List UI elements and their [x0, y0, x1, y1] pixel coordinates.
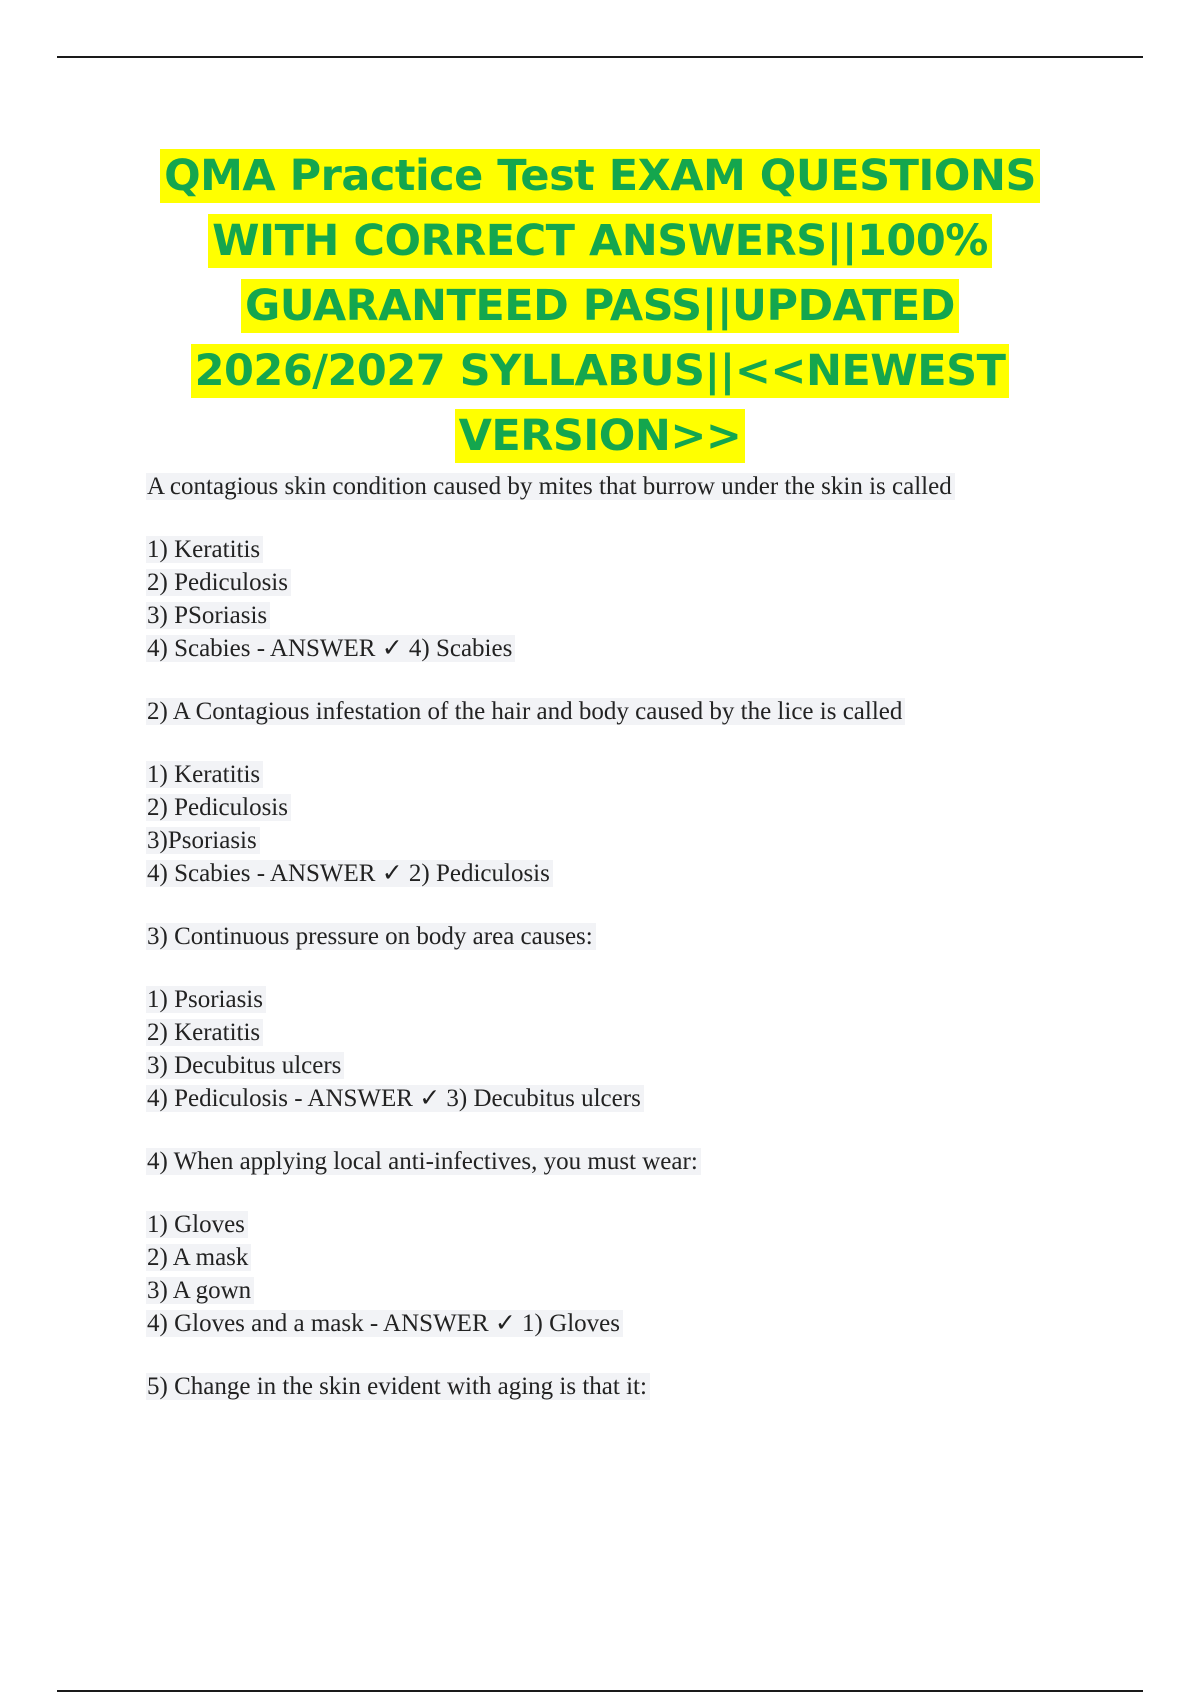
- title-line-4: 2026/2027 SYLLABUS||<<NEWEST: [191, 344, 1010, 398]
- question-text: A contagious skin condition caused by mites that burrow under the skin is called: [146, 470, 1106, 503]
- question-4: [146, 1145, 1106, 1340]
- title-line-3: GUARANTEED PASS||UPDATED: [241, 279, 959, 333]
- question-text: 5) Change in the skin evident with aging is that it:: [146, 1370, 1106, 1403]
- question-text: 2) A Contagious infestation of the hair and body caused by the lice is called: [146, 695, 1106, 728]
- question-text: 3) Continuous pressure on body area causes:: [146, 920, 1106, 953]
- title-line-1: QMA Practice Test EXAM QUESTIONS: [160, 149, 1040, 203]
- option-1: 1) Keratitis: [146, 533, 1106, 566]
- option-2: 2) A mask: [146, 1241, 1106, 1274]
- option-2: 2) Pediculosis: [146, 566, 1106, 599]
- option-3: 3) Decubitus ulcers: [146, 1049, 1106, 1082]
- title-line-5: VERSION>>: [455, 409, 746, 463]
- title-line-2: WITH CORRECT ANSWERS||100%: [208, 214, 992, 268]
- option-1: 1) Gloves: [146, 1208, 1106, 1241]
- option-3: 3) A gown: [146, 1274, 1106, 1307]
- option-2: 2) Keratitis: [146, 1016, 1106, 1049]
- question-text: 4) When applying local anti-infectives, you must wear:: [146, 1145, 1106, 1178]
- bottom-rule: [57, 1690, 1143, 1692]
- option-4-answer: 4) Scabies - ANSWER ✓ 4) Scabies: [146, 632, 1106, 665]
- option-3: 3)Psoriasis: [146, 824, 1106, 857]
- question-1: [146, 470, 1106, 665]
- question-3: [146, 920, 1106, 1115]
- option-4-answer: 4) Pediculosis - ANSWER ✓ 3) Decubitus ulcers: [146, 1082, 1106, 1115]
- option-2: 2) Pediculosis: [146, 791, 1106, 824]
- question-list: [146, 470, 1106, 1403]
- question-5: [146, 1370, 1106, 1403]
- option-1: 1) Keratitis: [146, 758, 1106, 791]
- option-4-answer: 4) Gloves and a mask - ANSWER ✓ 1) Gloves: [146, 1307, 1106, 1340]
- option-4-answer: 4) Scabies - ANSWER ✓ 2) Pediculosis: [146, 857, 1106, 890]
- question-2: [146, 695, 1106, 890]
- option-3: 3) PSoriasis: [146, 599, 1106, 632]
- top-rule: [57, 56, 1143, 58]
- option-1: 1) Psoriasis: [146, 983, 1106, 1016]
- document-title: [120, 144, 1080, 469]
